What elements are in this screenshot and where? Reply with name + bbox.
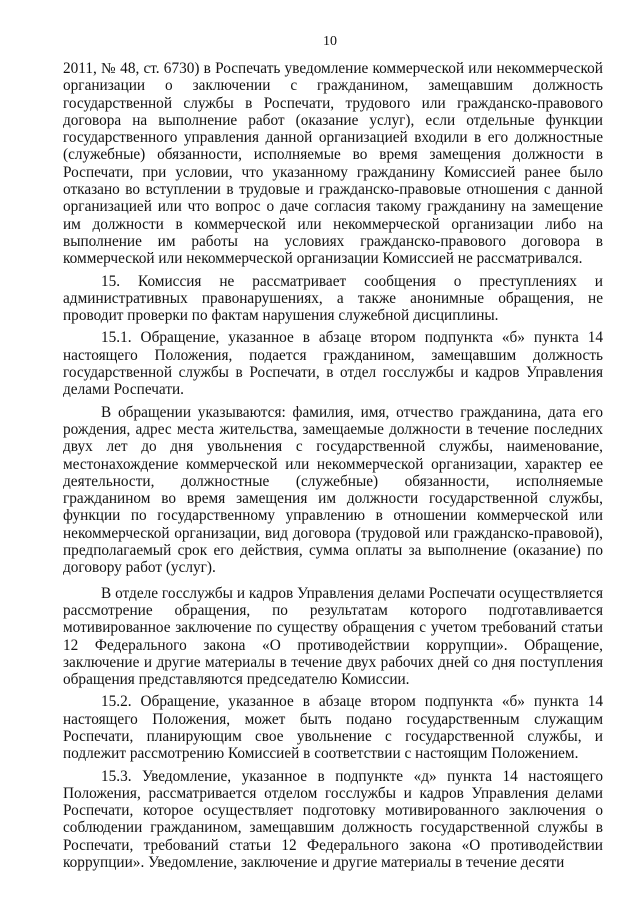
paragraph-appeal-contents: В обращении указываются: фамилия, имя, отчество гражданина, дата его рождения, адрес места жительства, замещаемые должности в течение последних двух лет до дня увольнения с государственной службы, наименование, местонахождение коммерческой или некоммерческой организации, характер ее деятельности, должностные (служебные) обязанности, исполняемые гражданином во время замещения им должности государственной службы, функции по государственному управлению в отношении коммерческой или некоммерческой организации, вид договора (трудовой или гражданско-правовой), предполагаемый срок его действия, сумма оплаты за выполнение (оказание) по договору работ (услуг). bbox=[63, 403, 603, 577]
page-number: 10 bbox=[323, 34, 337, 49]
paragraph-15: 15. Комиссия не рассматривает сообщения о преступлениях и административных правонарушениях, а также анонимные обращения, не проводит проверки по фактам нарушения служебной дисциплины. bbox=[63, 272, 603, 325]
paragraph-15-3: 15.3. Уведомление, указанное в подпункте «д» пункта 14 настоящего Положения, рассматривается отделом госслужбы и кадров Управления делами Роспечати, которое осуществляет подготовку мотивированного заключения о соблюдении гражданином, замещавшим должность государственной службы в Роспечати, требований статьи 12 Федерального закона «О противодействии коррупции». Уведомление, заключение и другие материалы в течение десяти bbox=[63, 767, 603, 872]
document-body bbox=[63, 60, 603, 876]
paragraph-continuation: 2011, № 48, ст. 6730) в Роспечать уведомление коммерческой или некоммерческой организации о заключении с гражданином, замещавшим должность государственной службы в Роспечати, трудового или гражданско-правового договора на выполнение работ (оказание услуг), если отдельные функции государственного управления данной организацией входили в его должностные (служебные) обязанности, исполняемые во время замещения должности в Роспечати, при условии, что указанному гражданину Комиссией ранее было отказано во вступлении в трудовые и гражданско-правовые отношения с данной организацией или что вопрос о даче согласия такому гражданину на замещение им должности в коммерческой или некоммерческой организации либо на выполнение им работы на условиях гражданско-правового договора в коммерческой или некоммерческой организации Комиссией не рассматривался. bbox=[63, 60, 603, 268]
paragraph-15-2: 15.2. Обращение, указанное в абзаце втором подпункта «б» пункта 14 настоящего Положения, может быть подано государственным служащим Роспечати, планирующим свое увольнение с государственной службы, и подлежит рассмотрению Комиссией в соответствии с настоящим Положением. bbox=[63, 693, 603, 763]
paragraph-appeal-review: В отделе госслужбы и кадров Управления делами Роспечати осуществляется рассмотрение обращения, по результатам которого подготавливается мотивированное заключение по существу обращения с учетом требований статьи 12 Федерального закона «О противодействии коррупции». Обращение, заключение и другие материалы в течение двух рабочих дней со дня поступления обращения представляются председателю Комиссии. bbox=[63, 584, 603, 689]
paragraph-15-1: 15.1. Обращение, указанное в абзаце втором подпункта «б» пункта 14 настоящего Положения, подается гражданином, замещавшим должность государственной службы в Роспечати, в отдел госслужбы и кадров Управления делами Роспечати. bbox=[63, 329, 603, 399]
